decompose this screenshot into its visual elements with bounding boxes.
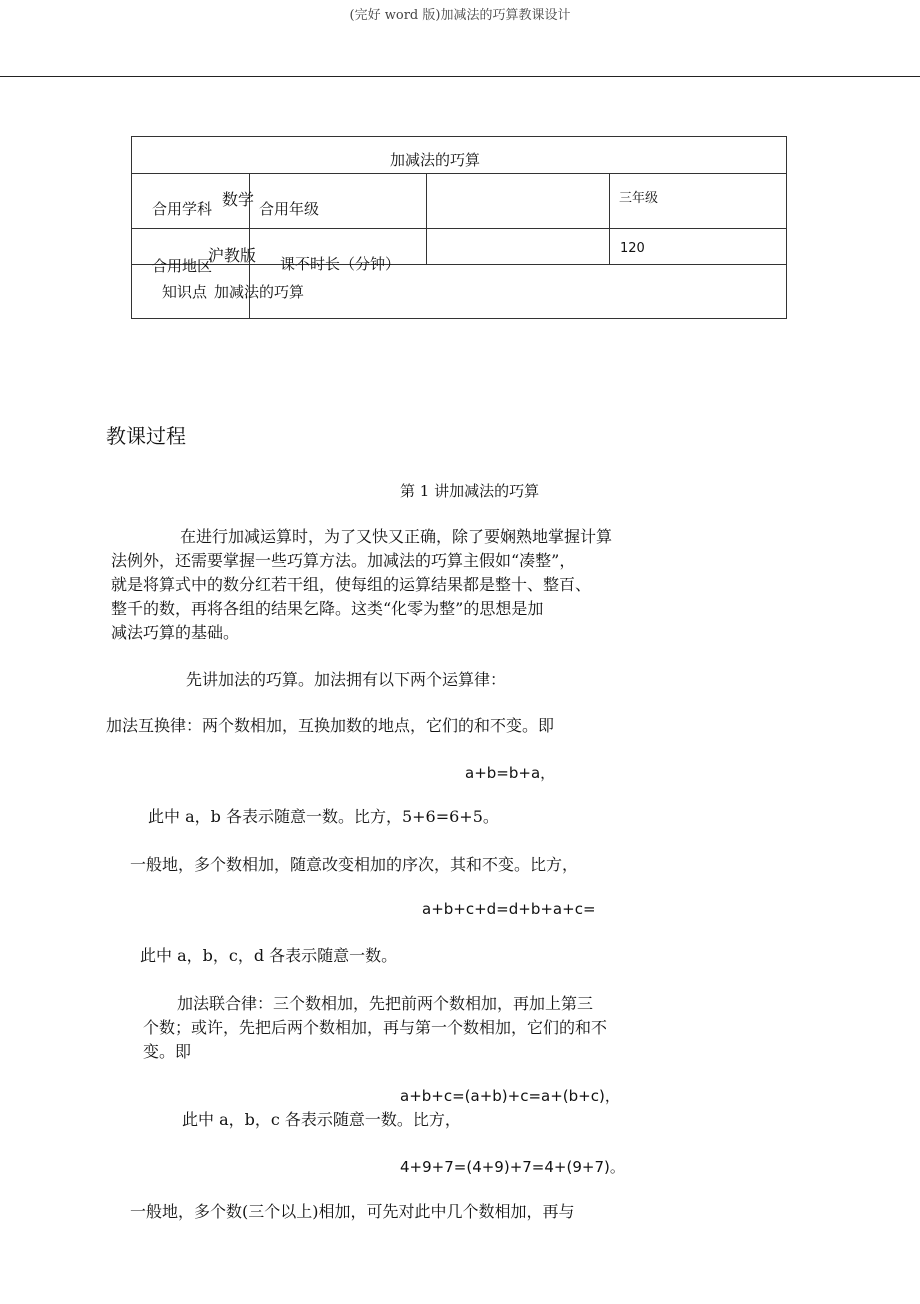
section-heading: 教课过程	[106, 424, 186, 448]
header-rule	[0, 76, 920, 77]
formula: a+b+c+d=d+b+a+c=	[422, 900, 596, 918]
paragraph-line: 加法联合律：三个数相加，先把前两个数相加，再加上第三	[177, 994, 594, 1013]
formula: 4+9+7=(4+9)+7=4+(9+7)。	[400, 1158, 625, 1176]
paragraph-line: 减法巧算的基础。	[111, 623, 240, 642]
formula: a+b=b+a，	[465, 764, 556, 782]
formula: a+b+c=(a+b)+c=a+(b+c)，	[400, 1087, 620, 1105]
table-col-divider	[609, 173, 610, 264]
paragraph-line: 就是将算式中的数分红若干组，使每组的运算结果都是整十、整百、	[111, 575, 592, 594]
paragraph-line: 此中 a，b，c 各表示随意一数。比方，	[182, 1110, 461, 1129]
paragraph-line: 在进行加减运算时，为了又快又正确，除了要娴熟地掌握计算	[180, 527, 613, 546]
paragraph-line: 整千的数，再将各组的结果乞降。这类“化零为整”的思想是加	[111, 599, 544, 618]
paragraph-line: 先讲加法的巧算。加法拥有以下两个运算律：	[186, 670, 507, 689]
knowledge-label: 知识点	[162, 283, 208, 301]
region-label: 合用地区	[152, 257, 213, 275]
paragraph-line: 法例外，还需要掌握一些巧算方法。加减法的巧算主假如“凑整”，	[111, 551, 576, 570]
paragraph-line: 此中 a，b，c，d 各表示随意一数。	[140, 946, 398, 965]
duration-label: 课不时长（分钟）	[280, 255, 401, 273]
table-title: 加减法的巧算	[390, 151, 481, 169]
paragraph-line: 一般地，多个数(三个以上)相加，可先对此中几个数相加，再与	[130, 1202, 575, 1221]
paragraph-line: 个数；或许，先把后两个数相加，再与第一个数相加，它们的和不	[143, 1018, 608, 1037]
paragraph-line: 一般地，多个数相加，随意改变相加的序次，其和不变。比方，	[130, 855, 579, 874]
subject-label: 合用学科	[152, 200, 213, 218]
table-row-divider	[132, 228, 786, 229]
table-col-divider	[426, 173, 427, 264]
knowledge-value: 加减法的巧算	[214, 283, 305, 301]
grade-label: 合用年级	[259, 200, 320, 218]
lesson-info-table	[131, 136, 787, 319]
lecture-title: 第 1 讲加减法的巧算	[400, 482, 540, 500]
region-value: 沪教版	[208, 246, 257, 265]
paragraph-line: 加法互换律：两个数相加，互换加数的地点，它们的和不变。即	[106, 716, 555, 735]
subject-value: 数学	[222, 190, 255, 209]
grade-value: 三年级	[619, 191, 659, 206]
paragraph-line: 变。即	[143, 1042, 192, 1061]
duration-value: 120	[620, 241, 645, 256]
document-header: (完好 word 版)加减法的巧算教课设计	[349, 8, 571, 23]
table-row-divider	[132, 173, 786, 174]
paragraph-line: 此中 a，b 各表示随意一数。比方，5+6=6+5。	[148, 807, 499, 826]
